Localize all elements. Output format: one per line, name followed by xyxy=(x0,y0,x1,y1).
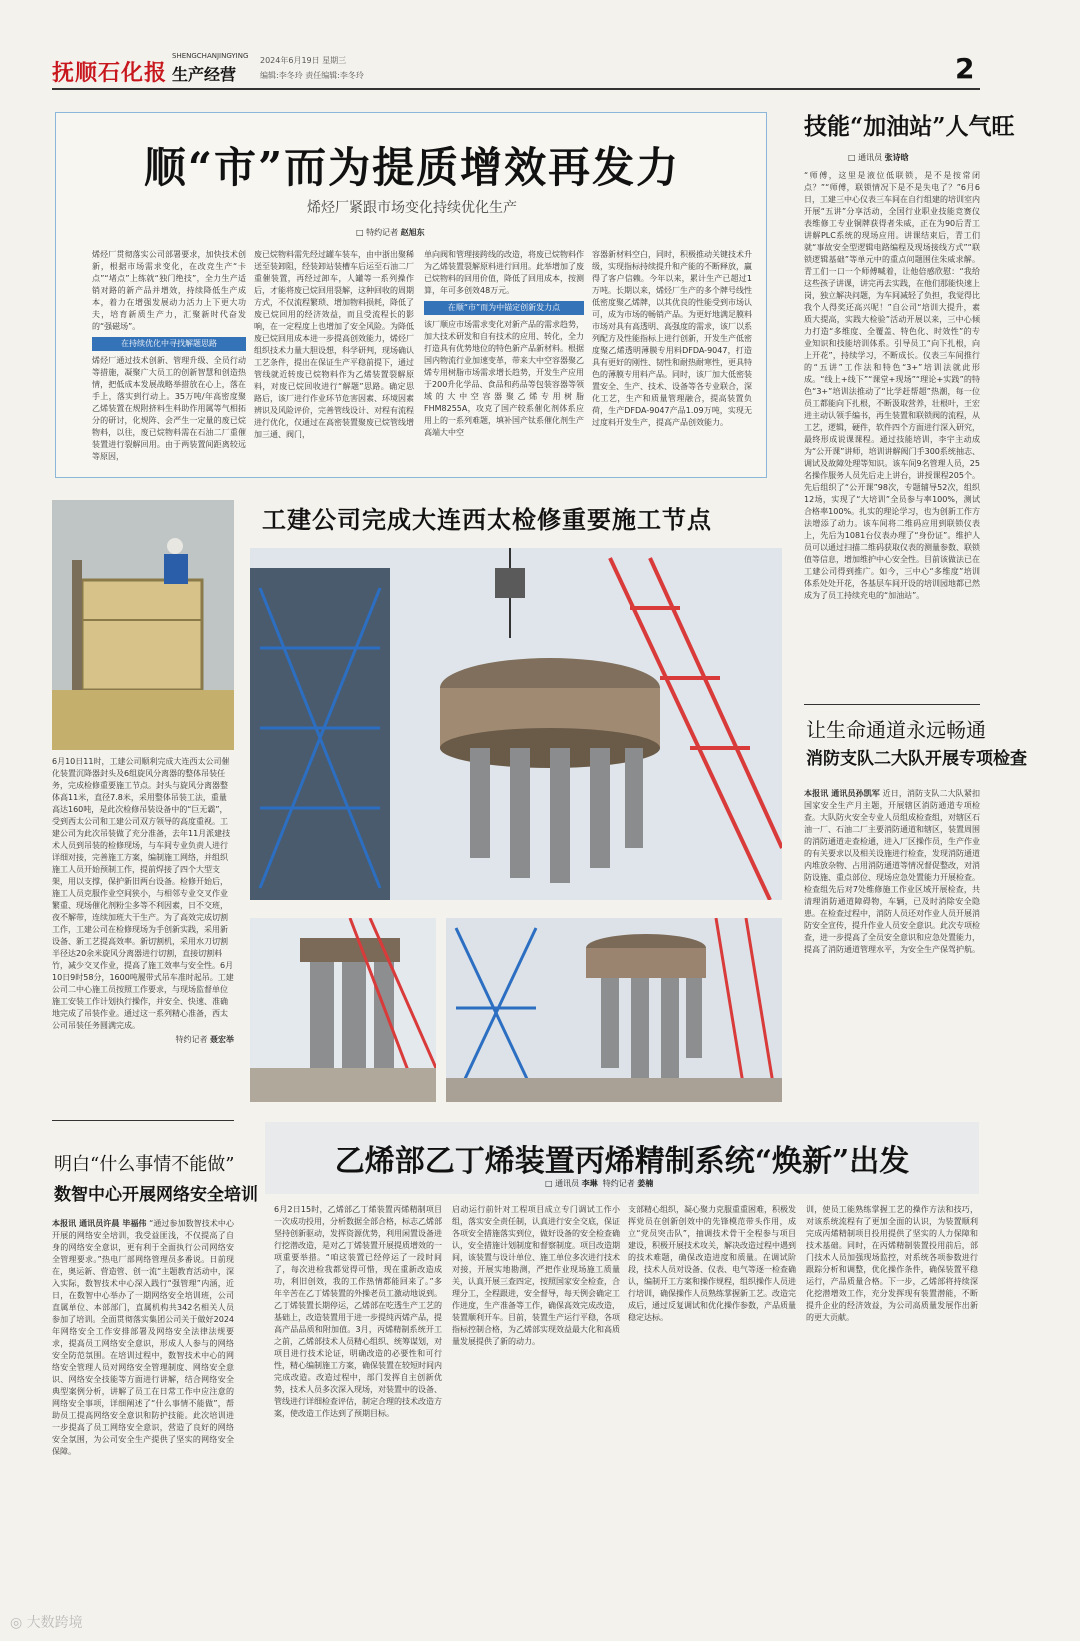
ethylene-column-4: 训，使员工能熟练掌握工艺的操作方法和技巧，对该系统流程有了更加全面的认识，为装置顺利完成丙烯精制项目投用提供了坚实的人力保障和技术基础。同时，在丙烯精制装置投用前后，部门技术人员加强现场监控，对系统各项参数进行跟踪分析和调整，优化操作条件，确保装置平稳运行，产品质量合格。下一步，乙烯部将持续深化挖潜增效工作，充分发挥现有装置潜能，不断提升企业的经济效益，为公司高质量发展作出新的更大贡献。 xyxy=(806,1205,978,1322)
ethylene-headline-box xyxy=(265,1122,979,1194)
ethylene-column-3: 支部精心组织，凝心聚力克服重重困难，积极发挥党员在创新创效中的先锋模范带头作用，成立“党员突击队”，抽调技术骨干全程参与项目建设，积极开展技术攻关，解决改造过程中遇到的技术难题，确保改造进度和质量。在调试阶段，技术人员对设备、仪表、电气等逐一检查确认，编制开工方案和操作规程，组织操作人员进行培训，确保操作人员熟练掌握新工艺。改造完成后，通过反复调试和优化操作参数，产品质量稳定达标。 xyxy=(628,1205,796,1322)
issue-date: 2024年6月19日 星期三 xyxy=(260,56,347,65)
construction-headline: 工建公司完成大连西太检修重要施工节点 xyxy=(262,505,712,534)
fire-text: 近日，消防支队二大队紧扣国家安全生产月主题，开展辖区消防通道专项检查。大队防火安全专业人员组成检查组，对辖区石油一厂、石油二厂主要消防通道和辖区，装置周围的消防通道走查检通，进入厂区操作员，生产作业的有关要求以及相关设施进行检查，发现消防通道内堆放杂物、占用消防通道等情况督促整改，对消防设施、重点部位、现场应急处置能力开展检查。检查组先后对7处维修施工作业区域开展检查，共清理消防通道障碍物，车辆，已及时消除安全隐患。在检查过程中，消防人员还对作业人员开展消防安全宣传，提升作业人员安全意识。此次专项检查，进一步提高了全员安全意识和应急处置能力，提高了消防通道管理水平，为安全生产保驾护航。 xyxy=(804,789,980,954)
lead-subtitle: 烯烃厂紧跟市场变化持续优化生产 xyxy=(307,200,517,216)
construction-byline: 特约记者 聂宏举 xyxy=(175,1035,234,1044)
construction-caption xyxy=(52,756,234,1102)
lead-column-4: 容器新材料空白，同时，积极推动关键技术升级，实现指标持续提升和产能的不断释放，赢得了客户信赖。今年以来，累计生产已超过1万吨。长期以来，烯烃厂生产的多个牌号线性低密度聚乙烯牌，以其优良的性能受到市场认可，成为市场的畅销产品。为更好地满足膜料市场对具有高透明、高强度的需求，该厂以系列配方及性能指标上进行创新，开发生产低密度聚乙烯透明薄膜专用料DFDA-9047，打造具有更好的刚性、韧性和耐热耐寒性，更具特色的薄膜专用料产品。同时，该厂加大低密装置安全、生产、技术、设备等各专业联合，深化工艺，生产和质量管理融合，提高装置负荷，生产DFDA-9047产品1.09万吨，实现无过度料开发生产，提高产品创效能力。 xyxy=(592,250,752,427)
lift-photo-right xyxy=(446,918,782,1102)
section-title: 生产经营 xyxy=(172,65,237,84)
lead-article xyxy=(55,112,767,478)
fire-byline: 本报讯 通讯员孙凯军 xyxy=(804,789,880,798)
editor-line: 编辑:李冬玲 责任编辑:李冬玲 xyxy=(260,71,364,80)
construction-caption-text: 6月10日11时，工建公司顺利完成大连西太公司催化装置沉降器封头及6组旋风分离器的整体吊装任务，完成检修重要施工节点。封头与旋风分离器整体高11米，直径7.8米，采用整体吊装工法，重量高达160吨，是此次检修吊装设备中的“巨无霸”，受到西太公司和工建公司双方领导的高度重视。工建公司为此次吊装做了充分准备，去年11月派建技术人员到吊装的检修现场，与车间专业负责人进行详细对接，完善施工方案，编制施工网络，并组织施工人员开始预制工作，提前焊接了四个大型支架，用以支撑，保护新旧两台设备。检修开始后，施工人员克服作业空间狭小，与相邻专业交叉作业繁重、现场催化剂粉尘多等不利因素，日不交班，夜不解带，连续加班大干生产。为了高效完成切割工作，工建公司在检修现场为手创新实践，采用新设备、新工艺提高效率。新切割机，采用水刀切割半径达20余米旋风分离器进行切割，直接切割料竹，减少交叉作业，提高了施工效率与安全性。6月10日9时58分，1600吨履带式吊车准时起吊。工建公司二中心施工员按照工作要求，与现场监督单位施工安装工作计划执行操作，并安全、快速、准确地完成了吊装作业。通过这一系列精心准备，西太公司吊装任务圆满完成。 xyxy=(52,757,234,1030)
ethylene-headline: 乙烯部乙丁烯装置丙烯精制系统“焕新”出发 xyxy=(334,1144,910,1179)
lead-headline: 顺“市”而为提质增效再发力 xyxy=(143,143,681,192)
lead-subhead-2: 在顺“市”而为中锚定创新发力点 xyxy=(424,301,584,315)
lead-col1-text: 烯烃厂贯彻落实公司部署要求，加快技术创新，根据市场需求变化，在改竞生产“卡点”“堵点”上练就“独门绝技”，全力生产适销对路的新产品并增效，持续降低生产成本，着力在增强发展动力活力上下更大功夫，培育新质生产力，汇聚新时代奋发的“强磁场”。 xyxy=(92,250,246,331)
watermark: ◎ 大数跨境 xyxy=(10,1615,83,1631)
lift-photo-left xyxy=(250,918,436,1102)
lead-col1b-text: 烯烃厂通过技术创新、管理升级、全员行动等措施，凝聚广大员工的创新智慧和创造热情，把低成本发展战略举措放在心上，落在手上，落实到行动上。35万吨/年高密度聚乙烯装置在规附挤料生料助作用属等气相拓分的研讨，化规阵、会严生一定量的废已烷物料，以往，废已烷物料需在石油二厂重催装置进行裂解回用。由于两装置间距离较远等原因， xyxy=(92,356,246,461)
masthead-rule xyxy=(52,88,980,90)
fire-body xyxy=(804,788,980,1106)
lead-col3-text: 单向阀和管理接跨线的改造，将废已烷物料作为乙烯装置裂解原料进行回用。此举增加了废已烷物料的回用价值，降低了回用成本，按测算，年可多创效48万元。 xyxy=(424,250,584,295)
byline-square-icon: □ xyxy=(545,1179,556,1188)
skills-headline: 技能“加油站”人气旺 xyxy=(804,113,1015,140)
newspaper-logo: 抚顺石化报 xyxy=(52,60,168,86)
fire-subheadline: 消防支队二大队开展专项检查 xyxy=(806,749,1027,769)
divider-rule xyxy=(804,704,980,705)
network-body xyxy=(52,1218,234,1590)
divider-rule xyxy=(52,1120,234,1121)
lift-illustration xyxy=(250,548,782,900)
ethylene-column-2: 启动运行前针对工程项目成立专门调试工作小组，落实安全责任制，认真进行安全交底，保证各项安全措施落实到位，做好设备的安全检查确认，安全措施计划制度和督察制度。项目改造期间，该装置与设计单位、施工单位多次进行技术对接，开展实地勘测，严把作业现场施工质量关，认真开展三查四定，按照国家安全检查，合理分工，全程跟进，安全督导，每天例会确定工作进度，生产准备等工作，确保高效完成改造，装置顺利开车。目前，装置生产运行平稳，各项指标控制合格，为乙烯部实现效益最大化和高质量发展提供了新的动力。 xyxy=(452,1205,620,1346)
skills-byline: □ 通讯员 张诗晗 xyxy=(848,153,909,162)
ethylene-column-1: 6月2日15时，乙烯部乙丁烯装置丙烯精制项目一次成功投用，分析数据全部合格，标志乙烯部坚持创新驱动，发挥资源优势，利用闲置设备进行挖潜改造，是对乙丁烯装置开展提质增效的一项重要举措。“咱这装置已经停运了一段时间了，每次进检我都觉得可惜，现在重新改造成功，利旧创效，我的工作热情都能回来了。”多年辛苦在乙丁烯装置的外操老员工激动地说到。乙丁烯装置长期停运，乙烯部在吃透生产工艺的基础上，改造装置用于进一步提纯丙烯产品，提高产品品质和附加值。3月，丙烯精制系统开工之前，乙烯部技术人员精心组织、统筹谋划，对项目进行技术论证，明确改造的必要性和可行性，精心编制施工方案，确保装置在较短时间内完成改造。改造过程中，部门发挥自主创新优势，技术人员多次深入现场，对装置中的设备、管线进行详细检查评估，制定合理的技术改造方案，使改造工作达到了预期目标。 xyxy=(274,1205,442,1418)
fire-headline: 让生命通道永远畅通 xyxy=(806,718,986,742)
network-headline: 明白“什么事情不能做” xyxy=(54,1154,235,1175)
network-byline: 本报讯 通讯员许晨 毕福伟 xyxy=(52,1219,147,1228)
watermark-logo-icon: ◎ xyxy=(10,1615,27,1631)
lead-column-2: 废已烷物料需先经过罐车装车，由中浙出聚稀送至装卸阻，经装卸站装槽车后运至石油二厂重催装置，再经过卸车，人罐等一系列操作后，才能将废已烷回用裂解，这种回收的周期方式，不仅流程繁琐、增加物料损耗，降低了废已烷回用的经济效益，而且受流程长的影响，在一定程度上也增加了安全风险。为降低废已烷回用成本进一步提高创效能力，烯烃厂组织技术力量大胆设想，科学研判，现场确认工艺条件，提出在保证生产平稳前提下，通过管线就近转废已烷物料作为乙烯装置裂解原料，对废已烷回收进行“解题”思路。确定思路后，该厂进行作业环节危害因素、环境因素辨识及风险评价，完善管线设计、对程有流程进行优化，仅通过在高密装置聚废已烷管线增加三通、阀门， xyxy=(254,250,414,439)
lead-column-1 xyxy=(92,249,246,469)
worker-photo xyxy=(52,500,234,750)
ethylene-byline: □ 通讯员 李琳 特约记者 姜楠 xyxy=(545,1179,654,1188)
section-pinyin: SHENGCHANJINGYING xyxy=(172,52,249,60)
stack-illustration xyxy=(250,918,436,1102)
lift-photo-main xyxy=(250,548,782,900)
site-illustration xyxy=(446,918,782,1102)
lead-column-3 xyxy=(424,249,584,469)
lead-byline: □ 特约记者 赵旭东 xyxy=(356,228,425,237)
page-number: 2 xyxy=(955,52,975,85)
skills-body: “师傅，这里是液位低联锁，是不是按常闭点？”“师傅，联锁情况下是不是失电了？”6月6日，工建三中心仪表三车间在自行组建的培训室内开展“五讲”分享活动，全国行业职业技能竞赛仪表维修工专业铜牌获得者朱威，正在为90后青工讲解PLC系统的现场应用。讲课结束后，青工们就“事故安全型逻辑电路编程及现场接线方式”“联锁逻辑基础”等单元中的重点问题围住朱威求解。青工们一口一个师傅喊着，让他倍感欣慰：“我给这些孩子讲课，讲完再去实践，在他们那能快速上岗，独立解决问题，为车间减轻了负担，我觉得比我个人得奖还高兴呢！”自公司“培训大提升，素质大提高，实践大检验”活动开展以来，三中心倾力打造“多维度、全覆盖、特色化、时效性”的专业知识和技能培训体系。引导员工“向下扎根，向上开花”，持续学习，不断成长。仪表三车间推行的“五讲”工作法和特色“3+”培训法就此形成。“线上+线下”“课堂+现场”“理论+实践”的特色“3+”培训法推动了“比学赶帮超”热潮，每一位员工都能向下扎根，不断汲取营养，壮根叶，王宏进主动认领手编书，再生装置和联锁阀的流程，从工艺，逻辑，硬件，软件四个方面进行深入研究，最终形成说课课程。通过技能培训，李宇主动成为“公开课”讲师，培训讲解阀门手300系统抽志、调试及故障处理等知识。该车间9名管理人员，25名操作服务人员先后走上讲台，讲授课程205个。先后组织了“公开课”98次，专题辅导52次，组织12场，实现了“大培训”全员参与率100%，测试合格率100%。扎实的理论学习，也为创新工作方法增添了动力。该车间将二维码应用到联锁仪表上，先后为1081台仪表办理了“身份证”。维护人员可以通过扫描二维码获取仪表的测量参数、联锁值等信息，增加维护中心安全性。目前该做法已在工建公司得到推广。如今，三中心“多维度”培训体系处处开花，各基层车间开设的培训园地都已然成为了员工持续充电的“加油站”。 xyxy=(804,171,980,600)
byline-square-icon: □ xyxy=(848,153,859,162)
byline-square-icon: □ xyxy=(356,228,367,237)
worker-illustration xyxy=(52,500,234,750)
network-text: “通过参加数智技术中心开展的网络安全培训，我受益匪浅，不仅提高了自身的网络安全意识，更有利于全面执行公司网络安全管理要求。”热电厂部网络管理员多番说。日前现在，奥运新、营造管、创一流“主题教育活动中，深入实际，数智技术中心深入践行“强管理”内涵，近日，在数智中心举办了一期网络安全培训班，公司直属单位、本部部门，直属机构共342名相关人员参加了培训。全面贯彻落实集团公司关于做好2024年网络安全工作安排部署及网络安全法律法规要求，提高员工网络安全意识，形成人人参与的网络安全防范氛围。在培训过程中，数智技术中心的网络安全管理人员对网络安全管理制度、网络安全意识、网络安全技能等方面进行讲解，结合网络安全典型案例分析，讲解了员工在日常工作中应注意的网络安全事项，详细阐述了“什么事情不能做”，帮助员工提高网络安全意识和防护技能。此次培训进一步提高了员工网络安全意识，营造了良好的网络安全氛围，为公司安全生产提供了坚实的网络安全保障。 xyxy=(52,1219,234,1456)
lead-subhead-1: 在持续优化中寻找解题思路 xyxy=(92,337,246,351)
network-subheadline: 数智中心开展网络安全培训 xyxy=(54,1185,258,1205)
lead-col3b-text: 该厂顺应市场需求变化对新产品的需求趋势，加大技术研发和自有技术的应用、转化，全力打造具有优势地位的特色新产品新材料。根据国内物流行业加速变革，带来大中空容器聚乙烯专用树脂市场需求增长趋势，开发生产应用于200升化学品、食品和药品等包装容器等领域的大中空容器聚乙烯专用树脂FHM8255A，攻克了国产较系催化剂体系应用上的一系列难题，填补国产钛系催化剂生产高端大中空 xyxy=(424,320,584,437)
